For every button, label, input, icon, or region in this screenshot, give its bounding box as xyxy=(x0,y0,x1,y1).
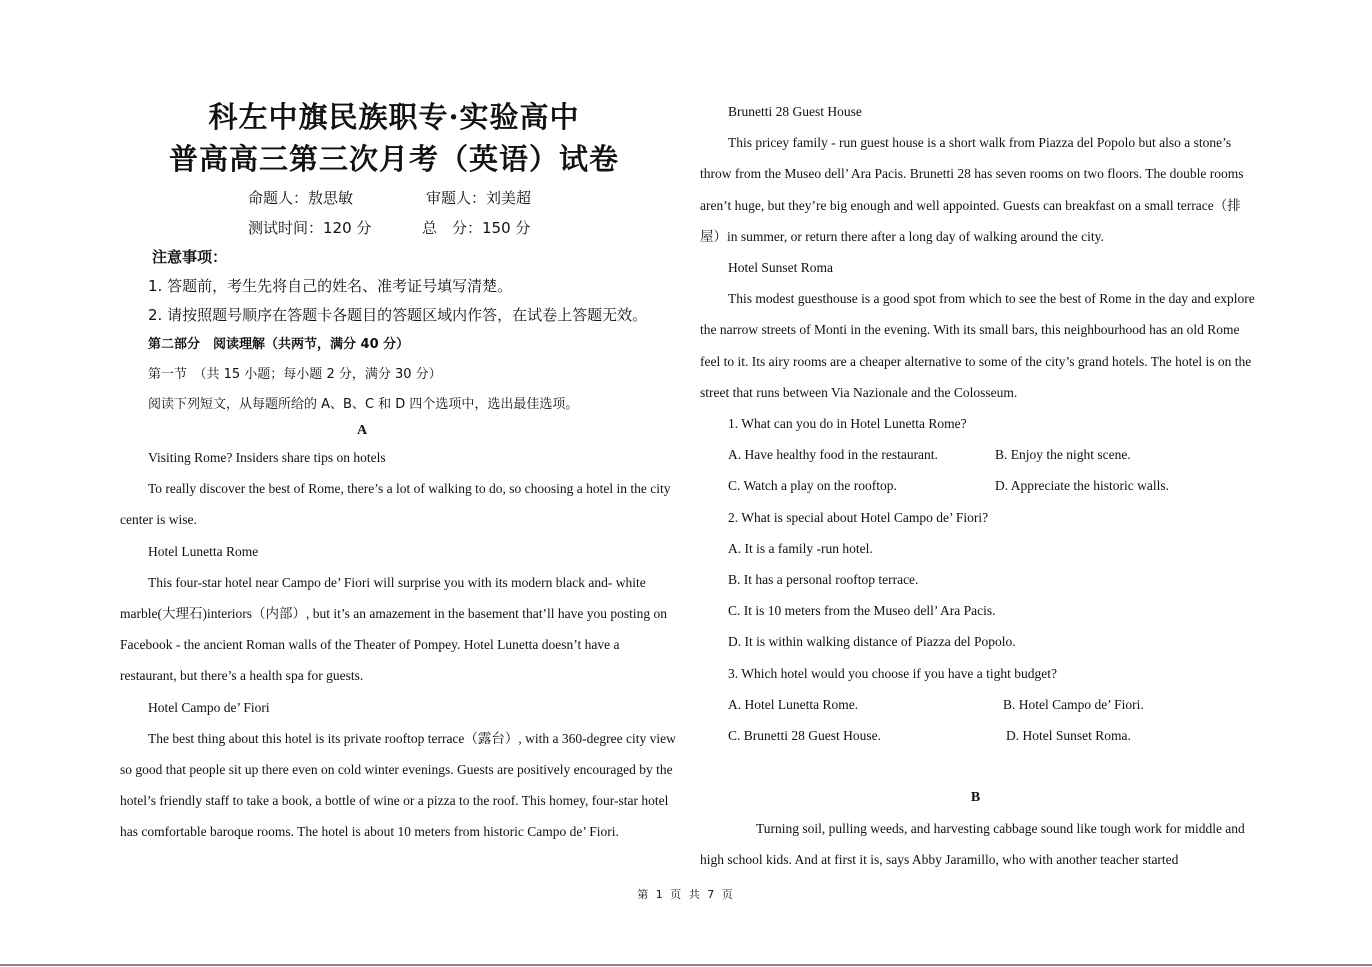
hotel-4-name: Hotel Sunset Roma xyxy=(728,260,833,276)
passage-a-label: A xyxy=(356,423,368,438)
hotel-2-name: Hotel Campo de’ Fiori xyxy=(148,699,270,715)
passage-a-intro: To really discover the best of Rome, there’s a lot of walking to do, so choosing a hotel in the city center is wise. xyxy=(120,481,671,528)
part2-heading: 第二部分 阅读理解（共两节，满分 40 分） xyxy=(148,337,410,352)
q2-option-c: C. It is 10 meters from the Museo dell’ Ara Pacis. xyxy=(728,603,996,619)
reading-instruction: 阅读下列短文，从每题所给的 A、B、C 和 D 四个选项中，选出最佳选项。 xyxy=(148,397,579,412)
bottom-divider xyxy=(0,964,1372,966)
exam-title-line2: 普高高三第三次月考（英语）试卷 xyxy=(168,142,619,176)
question-3-options-ab xyxy=(700,689,1256,720)
left-column xyxy=(120,96,676,848)
hotel-1-text: This four-star hotel near Campo de’ Fiori will surprise you with its modern black and- white marble(大理石)interiors（内部）, but it’s an amazement in the basement that’ll have you posting on Facebook - the ancient Roman walls of the Theater of Pompey. Hotel Lunetta doesn’t have a restaurant, but there’s a health spa for guests. xyxy=(120,574,668,684)
hotel-3-name: Brunetti 28 Guest House xyxy=(728,104,862,119)
spacer xyxy=(700,751,1256,782)
question-3: 3. Which hotel would you choose if you have a tight budget? xyxy=(728,665,1057,681)
notes-heading: 注意事项： xyxy=(152,248,228,266)
q1-option-b: B. Enjoy the night scene. xyxy=(995,447,1131,463)
q2-option-a: A. It is a family -run hotel. xyxy=(728,540,873,556)
passage-b-text: Turning soil, pulling weeds, and harvesting cabbage sound like tough work for middle and high school kids. And at first it is, says Abby Jaramillo, who with another teacher started xyxy=(700,821,1245,868)
passage-b-label: B xyxy=(970,790,981,806)
exam-title-line1: 科左中旗民族职专·实验高中 xyxy=(208,100,580,134)
right-column xyxy=(700,96,1256,876)
total-score: 总 分：150 分 xyxy=(422,219,531,237)
q1-option-d: D. Appreciate the historic walls. xyxy=(995,478,1169,494)
reviewer: 审题人：刘美超 xyxy=(426,189,532,207)
hotel-1-name: Hotel Lunetta Rome xyxy=(148,543,259,559)
q1-option-c: C. Watch a play on the rooftop. xyxy=(728,478,897,494)
q2-option-b: B. It has a personal rooftop terrace. xyxy=(728,572,919,588)
q3-option-a: A. Hotel Lunetta Rome. xyxy=(728,696,859,712)
question-3-options-cd xyxy=(700,720,1256,751)
time-score-row xyxy=(120,213,676,243)
setter: 命题人：敖思敏 xyxy=(248,189,354,207)
question-2: 2. What is special about Hotel Campo de’ Fiori? xyxy=(728,509,989,525)
q2-option-d: D. It is within walking distance of Piazza del Popolo. xyxy=(728,634,1016,650)
note-item-1: 1. 答题前，考生先将自己的姓名、准考证号填写清楚。 xyxy=(148,277,513,295)
hotel-2-text: The best thing about this hotel is its private rooftop terrace（露台）, with a 360-degree city view so good that people sit up there even on cold winter evenings. Guests are positively encouraged by the hotel’s friendly staff to take a book, a bottle of wine or a pizza to the roof. This homey, four-star hotel has comfortable baroque rooms. The hotel is about 10 meters from historic Campo de’ Fiori. xyxy=(120,730,676,840)
q3-option-b: B. Hotel Campo de’ Fiori. xyxy=(1003,696,1144,712)
q3-option-d: D. Hotel Sunset Roma. xyxy=(1006,728,1131,744)
hotel-3-text: This pricey family - run guest house is a short walk from Piazza del Popolo but also a stone’s throw from the Museo dell’ Ara Pacis. Brunetti 28 has seven rooms on two floors. The double rooms aren’t huge, but they’re big enough and well appointed. Guests can breakfast on a small terrace（排屋）in summer, or return there after a long day of walking around the city. xyxy=(700,135,1244,244)
passage-a-title: Visiting Rome? Insiders share tips on hotels xyxy=(148,450,386,465)
note-item-2: 2. 请按照题号顺序在答题卡各题目的答题区域内作答，在试卷上答题无效。 xyxy=(148,306,648,324)
question-1-options-ab xyxy=(700,439,1256,470)
question-1-options-cd xyxy=(700,470,1256,501)
hotel-4-text: This modest guesthouse is a good spot from which to see the best of Rome in the day and explore the narrow streets of Monti in the evening. With its small bars, this neighbourhood has an old Rome feel to it. Its airy rooms are a cheaper alternative to some of the city’s grand hotels. The hotel is on the street that runs between Via Nazionale and the Colosseum. xyxy=(700,291,1255,400)
question-1: 1. What can you do in Hotel Lunetta Rome? xyxy=(728,416,967,432)
setter-reviewer-row xyxy=(120,183,676,213)
section1-heading: 第一节 （共 15 小题；每小题 2 分，满分 30 分） xyxy=(148,367,442,382)
test-time: 测试时间：120 分 xyxy=(248,219,372,237)
q1-option-a: A. Have healthy food in the restaurant. xyxy=(728,447,938,463)
page-footer: 第 1 页 共 7 页 xyxy=(637,888,735,901)
q3-option-c: C. Brunetti 28 Guest House. xyxy=(728,728,881,744)
